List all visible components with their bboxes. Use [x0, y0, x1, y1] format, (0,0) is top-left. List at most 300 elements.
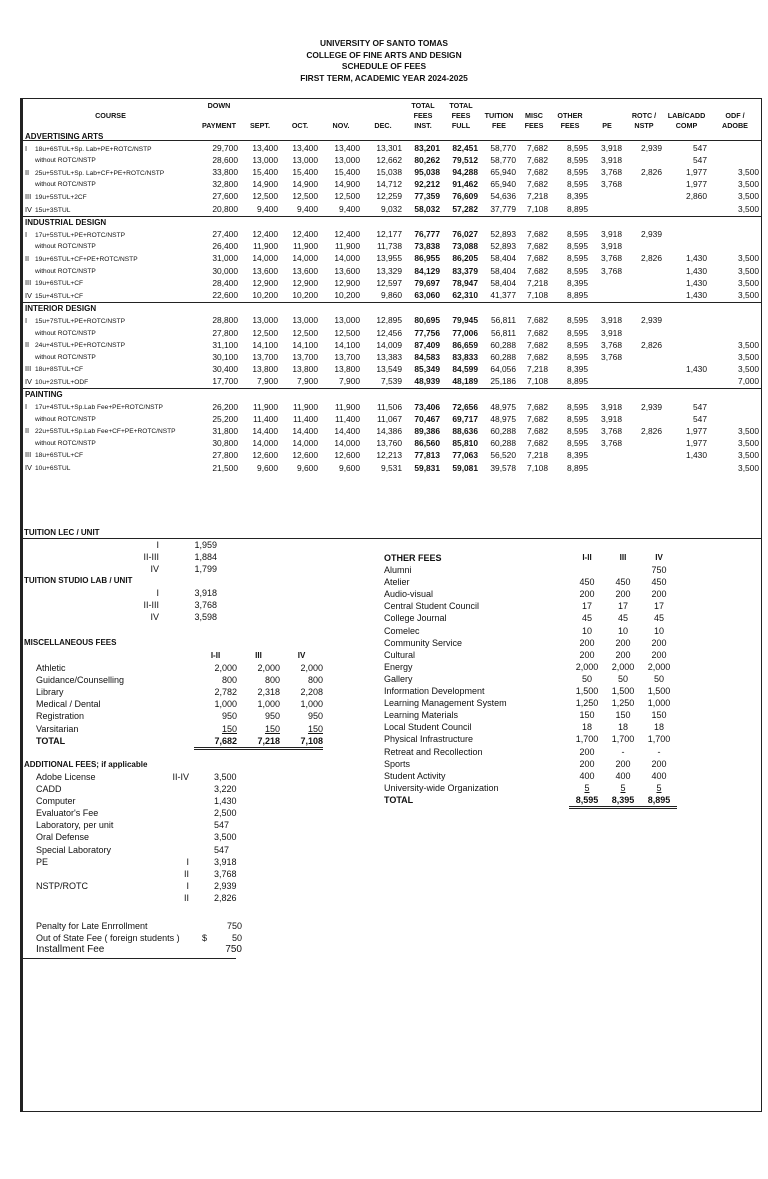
fee-cell: 11,506 — [377, 401, 402, 412]
course-cell — [23, 229, 198, 242]
penalty-name: Penalty for Late Enrrollment — [36, 921, 148, 931]
misc-row — [24, 674, 334, 686]
fee-cell: 7,682 — [527, 401, 548, 412]
course-code: 18u+6STUL+Sp. Lab+PE+ROTC/NSTP — [35, 145, 152, 153]
misc-header-row — [24, 650, 334, 662]
fee-cell: 15,400 — [292, 167, 318, 178]
course-code: without ROTC/NSTP — [35, 267, 96, 275]
fee-cell: 3,500 — [738, 191, 759, 202]
fee-cell: 83,833 — [452, 351, 478, 362]
fee-cell: 13,000 — [292, 155, 318, 166]
course-cell — [23, 352, 198, 364]
fee-cell: 13,400 — [252, 143, 278, 154]
misc-total-value: 7,682 — [194, 735, 237, 750]
penalty-value: 750 — [226, 921, 242, 931]
penalty-name: Out of State Fee ( foreign students ) — [36, 933, 180, 944]
fee-cell: 3,768 — [601, 265, 622, 276]
fee-cell: 11,900 — [293, 401, 318, 412]
tuition-studio-block — [24, 575, 244, 587]
fee-cell: 57,282 — [452, 204, 478, 215]
misc-fee-name: Registration — [36, 711, 85, 722]
fee-cell: 3,500 — [738, 339, 759, 350]
fee-cell: 1,430 — [686, 449, 707, 460]
other-fee-row — [384, 612, 684, 624]
additional-fee-name: Laboratory, per unit — [36, 820, 114, 831]
misc-fee-value: 1,000 — [257, 699, 280, 710]
other-fee-name: Student Activity — [384, 770, 446, 781]
fee-cell: 3,768 — [601, 351, 622, 362]
fee-cell: 3,918 — [601, 315, 622, 326]
fee-cell: 12,895 — [376, 315, 402, 326]
misc-fee-name: Guidance/Counselling — [36, 675, 125, 686]
fee-cell: 3,500 — [738, 204, 759, 215]
fee-cell: 31,000 — [212, 253, 238, 264]
fee-cell — [624, 266, 664, 278]
additional-fee-name: Special Laboratory — [36, 844, 112, 855]
program-header-row — [23, 303, 761, 315]
fee-cell: 30,100 — [212, 351, 238, 362]
additional-fee-name: PE — [36, 856, 49, 867]
fee-cell: 73,838 — [414, 241, 440, 252]
fee-cell: 86,659 — [452, 339, 478, 350]
table-row — [23, 352, 761, 364]
fee-cell: 13,700 — [292, 351, 318, 362]
col-total-full-3: FULL — [451, 121, 471, 130]
fee-cell: 58,770 — [490, 155, 516, 166]
fee-cell: 11,900 — [335, 401, 360, 412]
fee-cell: 9,600 — [257, 462, 278, 473]
misc-fee-value: 150 — [307, 723, 323, 734]
misc-fee-value: 800 — [264, 675, 280, 686]
fee-cell — [624, 414, 664, 426]
other-fee-row — [384, 697, 684, 709]
fee-cell — [664, 204, 709, 217]
fee-cell: 12,600 — [334, 449, 360, 460]
fee-cell: 13,600 — [334, 265, 360, 276]
fee-cell: 88,636 — [452, 425, 478, 436]
additional-fee-row — [24, 880, 244, 892]
fee-cell: 13,400 — [334, 143, 360, 154]
unit-fee: 1,884 — [194, 552, 217, 563]
additional-fee-year — [149, 807, 189, 819]
unit-fee: 3,768 — [194, 600, 217, 611]
table-header-row — [23, 101, 761, 111]
fee-cell: 7,218 — [527, 277, 548, 288]
table-row — [23, 266, 761, 278]
fee-cell: 10,200 — [292, 290, 318, 301]
fee-cell: 7,682 — [527, 351, 548, 362]
fee-cell: 14,009 — [376, 339, 402, 350]
table-row — [23, 179, 761, 191]
other-fees-header-row — [384, 552, 684, 564]
fee-cell: 7,682 — [527, 167, 548, 178]
fee-cell: 547 — [693, 413, 707, 424]
fee-cell: 20,800 — [212, 204, 238, 215]
other-fee-value: 200 — [615, 637, 631, 648]
fee-cell: 27,800 — [212, 449, 238, 460]
fee-cell: 28,800 — [212, 315, 238, 326]
tuition-lec-rows — [24, 539, 244, 575]
misc-fee-name: Medical / Dental — [36, 699, 101, 710]
fee-cell: 3,500 — [738, 167, 759, 178]
fee-cell: 9,400 — [297, 204, 318, 215]
other-fee-value: 5 — [656, 782, 662, 793]
fee-cell: 2,826 — [641, 253, 662, 264]
fee-cell: 48,189 — [452, 376, 478, 387]
fee-cell — [664, 241, 709, 253]
fee-cell: 86,205 — [452, 253, 478, 264]
course-cell — [23, 143, 198, 156]
fee-cell: 15,400 — [252, 167, 278, 178]
fee-cell — [590, 204, 624, 217]
table-row — [23, 462, 761, 475]
program-name: PAINTING — [23, 389, 761, 401]
col-tuition: TUITION — [484, 111, 514, 120]
course-code: 15u+4STUL+CF — [35, 292, 84, 300]
course-code: without ROTC/NSTP — [35, 181, 96, 189]
course-code: 22u+5STUL+Sp.Lab Fee+CF+PE+ROTC/NSTP — [35, 428, 176, 436]
fee-cell: 56,811 — [491, 315, 516, 326]
fee-cell: 12,900 — [252, 277, 278, 288]
course-cell — [23, 376, 198, 389]
year-level: II-III — [143, 600, 159, 611]
penalty-currency — [202, 944, 216, 956]
fee-cell: 14,000 — [292, 253, 318, 264]
other-fee-value: - — [621, 746, 625, 757]
fee-cell: 1,430 — [686, 290, 707, 301]
other-fee-value: 1,700 — [647, 734, 671, 745]
fee-cell: 25,200 — [212, 413, 238, 424]
fee-cell: 11,400 — [293, 413, 318, 424]
other-total-value: 8,895 — [641, 794, 677, 809]
fee-cell: 13,600 — [292, 265, 318, 276]
fee-cell: 9,032 — [381, 204, 402, 215]
fee-cell: 2,939 — [641, 401, 662, 412]
additional-fee-name: NSTP/ROTC — [36, 880, 89, 891]
year-level: II-III — [143, 552, 159, 563]
fee-cell: 3,500 — [738, 462, 759, 473]
other-fee-value: 1,700 — [611, 734, 635, 745]
col-nov: NOV. — [332, 121, 350, 130]
other-fee-name: Learning Management System — [384, 698, 507, 709]
other-fee-value: 45 — [581, 613, 592, 624]
fee-cell: 12,400 — [252, 229, 278, 240]
fee-cell: 12,900 — [334, 277, 360, 288]
fee-cell: 8,595 — [567, 229, 588, 240]
year-level: III — [25, 278, 32, 288]
fee-cell: 12,213 — [376, 449, 402, 460]
fee-cell: 3,768 — [601, 253, 622, 264]
other-fee-value: 1,500 — [575, 686, 599, 697]
fee-cell: 26,200 — [212, 401, 238, 412]
fee-cell: 547 — [693, 401, 707, 412]
fee-cell: 77,359 — [414, 191, 440, 202]
table-row — [23, 241, 761, 253]
other-fee-row — [384, 770, 684, 782]
fee-cell: 8,595 — [567, 253, 588, 264]
additional-fee-year: II-IV — [172, 772, 189, 782]
misc-fee-value: 950 — [307, 711, 323, 722]
fee-cell: 7,218 — [527, 363, 548, 374]
other-fee-name: Retreat and Recollection — [384, 746, 483, 757]
fee-cell: 48,939 — [414, 376, 440, 387]
fee-cell: 13,700 — [252, 351, 278, 362]
fee-cell: 3,918 — [601, 241, 622, 252]
fee-cell: 3,500 — [738, 351, 759, 362]
col-tuition-2: FEE — [492, 121, 506, 130]
fee-cell: 2,939 — [641, 315, 662, 326]
course-code: 10u+2STUL+ODF — [35, 378, 89, 386]
fee-cell: 58,404 — [490, 277, 516, 288]
fee-cell: 8,895 — [567, 290, 588, 301]
fee-cell — [590, 363, 624, 376]
course-code: without ROTC/NSTP — [35, 243, 96, 251]
fee-cell: 41,377 — [490, 290, 516, 301]
fee-cell: 8,595 — [567, 167, 588, 178]
misc-fee-name: Varsitarian — [36, 723, 79, 734]
col-nstp: NSTP — [634, 121, 654, 130]
fee-cell: 31,100 — [212, 339, 238, 350]
other-fee-row — [384, 746, 684, 758]
other-col-header: IV — [655, 553, 663, 562]
document-header — [0, 38, 768, 84]
fee-cell: 11,900 — [293, 241, 318, 252]
fee-cell: 52,893 — [490, 229, 516, 240]
additional-fee-value: 3,768 — [214, 868, 237, 879]
additional-fee-year — [149, 844, 189, 856]
fee-cell — [624, 376, 664, 389]
fee-cell — [590, 191, 624, 204]
fee-cell: 13,000 — [292, 315, 318, 326]
other-fee-row — [384, 588, 684, 600]
fee-cell: 13,800 — [334, 363, 360, 374]
table-row — [23, 253, 761, 266]
other-fee-row — [384, 709, 684, 721]
col-down: DOWN — [207, 101, 231, 110]
fee-cell: 14,000 — [334, 437, 360, 448]
additional-fee-name: CADD — [36, 784, 62, 795]
tuition-studio-title: TUITION STUDIO LAB / UNIT — [24, 576, 133, 585]
other-fee-value: 45 — [653, 613, 664, 624]
misc-row — [24, 698, 334, 710]
additional-fee-name — [24, 892, 149, 904]
other-fee-row — [384, 637, 684, 649]
fee-cell: 13,301 — [376, 143, 402, 154]
fee-cell: 87,409 — [414, 339, 440, 350]
fee-cell: 85,349 — [414, 363, 440, 374]
fee-cell: 76,777 — [414, 229, 440, 240]
course-cell — [23, 315, 198, 328]
fee-cell: 1,977 — [686, 437, 707, 448]
misc-title: MISCELLANEOUS FEES — [24, 638, 117, 647]
fee-cell: 27,800 — [212, 327, 238, 338]
fee-cell: 7,682 — [527, 143, 548, 154]
col-other-2: FEES — [560, 121, 580, 130]
other-fees-title: OTHER FEES — [384, 553, 442, 563]
other-fee-name: Cultural — [384, 649, 416, 660]
col-total-full-2: FEES — [451, 111, 471, 120]
misc-total-value: 7,108 — [280, 735, 323, 750]
program-name: INDUSTRIAL DESIGN — [23, 217, 761, 229]
other-fee-row — [384, 721, 684, 733]
misc-fee-value: 1,000 — [214, 699, 237, 710]
fee-cell — [624, 241, 664, 253]
fee-cell — [709, 143, 761, 156]
course-code: without ROTC/NSTP — [35, 415, 96, 423]
other-fee-value: 750 — [651, 565, 667, 576]
additional-fee-year: II — [183, 892, 189, 903]
year-level: IV — [25, 290, 32, 300]
fee-cell — [709, 401, 761, 414]
program-header-row — [23, 389, 761, 401]
fee-cell — [624, 191, 664, 204]
fee-table — [23, 101, 761, 475]
course-cell — [23, 401, 198, 414]
misc-row — [24, 686, 334, 698]
other-fee-value: 400 — [615, 770, 631, 781]
fee-cell: 8,595 — [567, 351, 588, 362]
other-fee-value: 200 — [615, 758, 631, 769]
fee-cell: 1,977 — [686, 179, 707, 190]
fee-cell: 14,000 — [334, 253, 360, 264]
misc-fees-table — [24, 650, 334, 750]
other-fee-value: 10 — [617, 625, 628, 636]
year-level: I — [25, 402, 28, 412]
fee-cell — [590, 290, 624, 303]
fee-cell: 79,697 — [414, 277, 440, 288]
fee-cell: 14,100 — [292, 339, 318, 350]
other-fee-value: 1,000 — [647, 698, 671, 709]
fee-cell: 3,768 — [601, 339, 622, 350]
col-sept: SEPT. — [250, 121, 270, 130]
additional-fee-value: 2,500 — [214, 808, 237, 819]
fee-cell: 7,108 — [527, 376, 548, 387]
other-fee-row — [384, 564, 684, 576]
other-total-value: 8,395 — [605, 794, 641, 809]
course-code: without ROTC/NSTP — [35, 353, 96, 361]
fee-cell — [590, 462, 624, 475]
other-fee-row — [384, 673, 684, 685]
fee-cell: 9,400 — [339, 204, 360, 215]
program-header-row — [23, 217, 761, 229]
fee-cell: 13,000 — [334, 315, 360, 326]
other-fee-value: 200 — [615, 649, 631, 660]
other-total-row — [384, 794, 684, 809]
year-level: III — [25, 364, 32, 374]
fee-cell: 39,578 — [490, 462, 516, 473]
misc-fee-value: 2,318 — [257, 687, 280, 698]
other-fee-name: Physical Infrastructure — [384, 734, 474, 745]
col-odf: ODF / — [725, 111, 745, 120]
col-total-inst-3: INST. — [414, 121, 432, 130]
fee-cell: 86,955 — [414, 253, 440, 264]
table-row — [23, 414, 761, 426]
course-cell — [23, 339, 198, 352]
additional-fee-row — [24, 831, 244, 843]
fee-cell: 92,212 — [414, 179, 440, 190]
additional-fees-table — [24, 771, 244, 904]
fee-cell — [709, 328, 761, 340]
fee-cell: 69,717 — [452, 413, 478, 424]
fee-cell: 8,595 — [567, 143, 588, 154]
fee-cell: 7,682 — [527, 425, 548, 436]
course-code: 17u+4STUL+Sp.Lab Fee+PE+ROTC/NSTP — [35, 404, 163, 412]
fee-cell: 3,768 — [601, 167, 622, 178]
fee-cell: 12,662 — [376, 155, 402, 166]
additional-fee-value: 3,500 — [214, 772, 237, 782]
fee-cell: 3,500 — [738, 253, 759, 264]
col-total-inst-2: FEES — [413, 111, 433, 120]
other-fee-value: 200 — [579, 746, 595, 757]
table-row — [23, 229, 761, 242]
fee-cell: 27,400 — [212, 229, 238, 240]
year-level: IV — [25, 463, 32, 473]
additional-fee-value: 2,939 — [214, 880, 237, 891]
fee-cell — [709, 155, 761, 167]
fee-cell: 15,038 — [376, 167, 402, 178]
col-comp: COMP — [675, 121, 698, 130]
course-code: 15u+7STUL+PE+ROTC/NSTP — [35, 317, 125, 325]
other-fee-value: 18 — [617, 722, 628, 733]
other-fee-value: 200 — [579, 649, 595, 660]
fee-cell: 11,400 — [253, 413, 278, 424]
other-fee-value: 200 — [615, 589, 631, 600]
fee-cell — [664, 328, 709, 340]
fee-cell: 7,682 — [527, 327, 548, 338]
fee-cell: 8,595 — [567, 315, 588, 326]
fee-cell: 13,700 — [334, 351, 360, 362]
other-fee-name: Learning Materials — [384, 710, 459, 721]
other-fee-value: 5 — [584, 782, 590, 793]
misc-fee-value: 2,208 — [300, 687, 323, 698]
table-row — [23, 191, 761, 204]
additional-fee-name: Evaluator's Fee — [36, 808, 99, 819]
fee-cell — [664, 376, 709, 389]
fee-cell: 48,975 — [490, 401, 516, 412]
fee-cell: 76,027 — [452, 229, 478, 240]
other-fee-value: 200 — [651, 649, 667, 660]
year-level: II — [25, 426, 30, 436]
other-fee-value: 17 — [617, 601, 628, 612]
fee-cell: 11,900 — [253, 241, 278, 252]
misc-col-header: I-II — [210, 651, 221, 660]
other-fee-value: 450 — [651, 577, 667, 588]
other-fee-value: 450 — [615, 577, 631, 588]
fee-cell — [709, 315, 761, 328]
fee-cell: 30,800 — [212, 437, 238, 448]
penalty-divider — [20, 958, 236, 959]
fee-cell: 14,900 — [334, 179, 360, 190]
fee-cell: 11,738 — [377, 241, 402, 252]
other-fee-value: 400 — [579, 770, 595, 781]
course-code: without ROTC/NSTP — [35, 157, 96, 165]
fee-cell: 12,400 — [334, 229, 360, 240]
fee-cell: 7,682 — [527, 413, 548, 424]
course-code: 25u+5STUL+Sp. Lab+CF+PE+ROTC/NSTP — [35, 169, 165, 177]
fee-cell: 56,811 — [491, 327, 516, 338]
fee-cell — [624, 449, 664, 462]
program-name: ADVERTISING ARTS — [25, 132, 104, 141]
col-dec: DEC. — [374, 121, 392, 130]
year-level: II — [25, 167, 30, 177]
year-level: IV — [150, 564, 159, 575]
table-row — [23, 204, 761, 217]
additional-fee-year: I — [186, 856, 189, 867]
other-fee-row — [384, 758, 684, 770]
fee-cell: 8,395 — [567, 277, 588, 288]
fee-cell: 80,262 — [414, 155, 440, 166]
fee-cell: 72,656 — [452, 401, 478, 412]
